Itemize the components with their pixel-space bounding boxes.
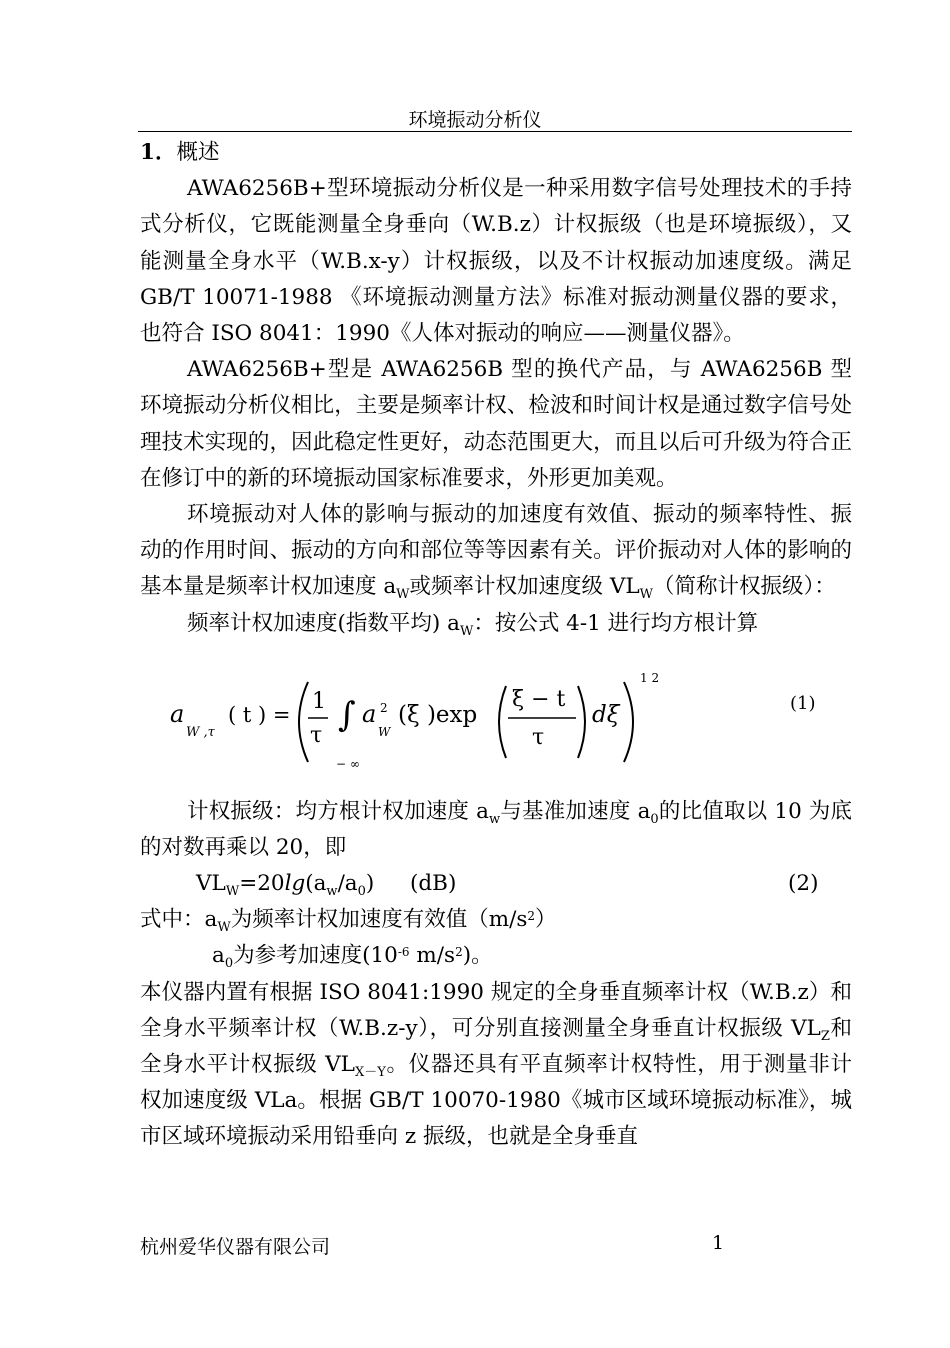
document-body	[140, 135, 852, 1156]
frac-numerator: 1	[312, 688, 326, 714]
exp-numerator: ξ − t	[512, 686, 566, 712]
exponent-superscript: -6	[397, 945, 410, 960]
integrand-a: a	[362, 699, 377, 728]
paragraph-3	[140, 497, 852, 606]
formula-2-close: )	[365, 871, 375, 897]
inner-right-paren	[578, 686, 585, 758]
formula-2-paren: (a	[305, 871, 327, 897]
a0-subscript: 0	[650, 811, 659, 827]
formula-2-lhs: VL	[196, 871, 226, 897]
paragraph-2: AWA6256B+型是 AWA6256B 型的换代产品，与 AWA6256B 型环境振动分析仪相比，主要是频率计权、检波和时间计权是通过数字信号处理技术实现的，因此稳定性更好，动态范围更大，而且以后可升级为符合正在修订中的新的环境振动国家标准要求，外形更加美观。	[140, 357, 852, 491]
paragraph-3-mid: 或频率计权加速度级 VL	[409, 574, 640, 600]
frac-denominator: τ	[310, 722, 323, 748]
formula-1-number: (1)	[790, 692, 816, 714]
integrand-sub: W	[378, 724, 391, 739]
vlz-subscript: Z	[820, 1028, 830, 1044]
paragraph-4	[140, 606, 852, 642]
page-header-title: 环境振动分析仪	[408, 109, 542, 131]
aw-subscript: W	[459, 623, 474, 639]
paragraph-7-mid: m/s	[409, 943, 456, 969]
paragraph-6-end: ）	[535, 907, 557, 933]
formula-1-dxi: dξ	[592, 701, 620, 728]
aw-subscript: W	[217, 920, 231, 936]
paragraph-1: AWA6256B+型环境振动分析仪是一种采用数字信号处理技术的手持式分析仪，它既能测量全身垂向（W.B.z）计权振级（也是环境振级），又能测量全身水平（W.B.x-y）计权振级，以及不计权振动加速度级。满足 GB/T 10071-1988 《环境振动测量方法》标准对振动测量仪器的要求，也符合 ISO 8041：1990《人体对振动的响应——测量仪器》。	[140, 176, 852, 347]
section-heading	[140, 135, 852, 171]
paragraph-5-text: 计权振级：均方根计权加速度 a	[187, 798, 489, 824]
paragraph-3-text: 环境振动对人体的影响与振动的加速度有效值、振动的频率特性、振动的作用时间、振动的方向和部位等等因素有关。评价振动对人体的影响的基本量是频率计权加速度 a	[140, 502, 852, 600]
paragraph-6	[140, 902, 852, 938]
right-paren-large	[624, 682, 633, 762]
integral-lower-limit: − ∞	[336, 756, 360, 771]
paragraph-8-text: 本仪器内置有根据 ISO 8041:1990 规定的全身垂直频率计权（W.B.z）和全身水平频率计权（W.B.z-y），可分别直接测量全身垂直计权振级 VL	[140, 979, 852, 1041]
vlxy-subscript: X－Y	[354, 1065, 386, 1081]
a0-subscript: 0	[224, 956, 234, 972]
paragraph-5	[140, 794, 852, 866]
paragraph-7	[140, 938, 852, 974]
unit-superscript: 2	[455, 945, 463, 960]
formula-1-lhs-arg: ( t ) =	[228, 702, 291, 727]
formula-1-lhs-a: a	[170, 699, 185, 728]
paragraph-6-text: 为频率计权加速度有效值（m/s	[230, 907, 528, 933]
formula-2-lhs-sub: W	[225, 884, 240, 900]
vlw-subscript: W	[639, 587, 654, 603]
formula-2	[140, 866, 852, 902]
header-rule	[138, 131, 852, 132]
paragraph-8	[140, 975, 852, 1156]
paragraph-7-prefix: a	[212, 943, 225, 969]
formula-1-lhs-sub: W ,τ	[186, 724, 215, 740]
paragraph-8-mid: 和全身水平计权振级 VL	[140, 1015, 852, 1078]
inner-left-paren	[499, 686, 506, 758]
footer-company-name: 杭州爱华仪器有限公司	[140, 1236, 331, 1258]
integrand-arg: (ξ )exp	[398, 701, 478, 728]
paragraph-7-end: )。	[462, 943, 493, 969]
paragraph-8-end: 。仪器还具有平直频率计权特性，用于测量非计权加速度级 VLa。根据 GB/T 10070-1980《城市区域环境振动标准》，城市区域环境振动采用铅垂向 z 振级，也就是全身垂直	[140, 1052, 852, 1150]
paragraph-4-text: 频率计权加速度(指数平均) a	[187, 610, 460, 636]
formula-1-power: 1 2	[640, 670, 660, 685]
paragraph-6-prefix: 式中：a	[140, 907, 218, 933]
formula-2-unit: (dB)	[410, 871, 457, 897]
paragraph-5-mid: 与基准加速度 a	[500, 798, 651, 824]
exp-denominator: τ	[532, 724, 545, 750]
formula-1-graphic	[140, 642, 780, 794]
paragraph-4-end: ：按公式 4-1 进行均方根计算	[473, 610, 759, 636]
integral-sign: ∫	[338, 694, 356, 735]
formula-2-lg: lg	[284, 871, 306, 897]
formula-2-eq: =20	[239, 871, 285, 897]
aw-subscript: w	[488, 811, 501, 827]
paragraph-7-text: 为参考加速度(10	[233, 943, 398, 969]
unit-superscript: 2	[527, 909, 536, 924]
section-number: 1．	[140, 140, 177, 165]
formula-2-expression	[196, 866, 374, 902]
formula-2-sub1: w	[326, 884, 338, 900]
formula-1	[140, 642, 852, 794]
formula-2-sub2: 0	[357, 884, 366, 900]
paragraph-5-end: 的比值取以 10 为底的对数再乘以 20，即	[140, 798, 853, 861]
page-number: 1	[712, 1232, 725, 1254]
integrand-sup: 2	[380, 700, 388, 715]
formula-2-slash: /a	[337, 871, 358, 897]
paragraph-3-end: （简称计权振级）：	[653, 574, 836, 600]
section-title: 概述	[176, 140, 220, 165]
formula-2-number: (2)	[788, 871, 819, 897]
left-paren-large	[299, 682, 308, 762]
aw-subscript: W	[396, 587, 410, 603]
